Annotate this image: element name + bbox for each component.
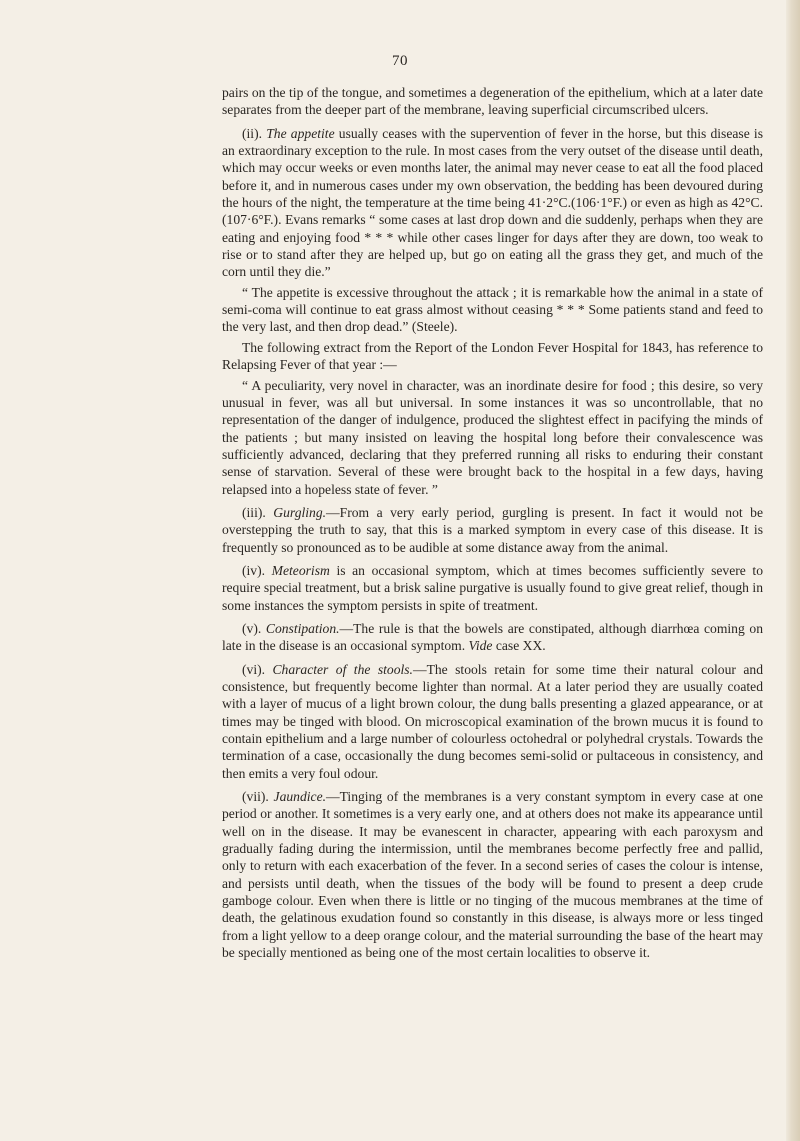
paragraph-meteorism: (iv). Meteorism is an occasional symptom, which at times becomes sufficiently severe to require special treatment, but a brisk saline purgative is usually found to give great relief, though in some instances the symptom persists in spite of treatment. [222, 562, 763, 613]
body-text [222, 84, 763, 962]
section-heading: Jaundice. [273, 789, 327, 805]
paragraph-continuation: pairs on the tip of the tongue, and sometimes a degeneration of the epithelium, which at a later date separates from the deeper part of the membrane, leaving superficial circumscribed ulcers. [222, 85, 763, 118]
paragraph-gurgling: (iii). Gurgling.—From a very early period, gurgling is present. In fact it would not be overstepping the truth to say, that this is a marked symptom in every case of this disease. It is frequently so pronounced as to be audible at some distance away from the animal. [222, 504, 763, 555]
paragraph-stools: (vi). Character of the stools.—The stools retain for some time their natural colour and consistence, but frequently become lighter than normal. At a later period they are usually coated with a layer of mucus of a light brown colour, the dung balls presenting a glazed appearance, or at times may be tinged with blood. On microscopical examination of the brown mucus it is found to contain epithelium and a large number of colourless octohedral or polyhedral crystals. Towards the termination of a case, occasionally the dung becomes semi-solid or pultaceous in consistency, and then emits a very foul odour. [222, 661, 763, 781]
section-heading: Meteorism [271, 562, 330, 578]
section-heading: Constipation. [265, 620, 340, 636]
section-number: (vii). [242, 789, 269, 805]
paragraph-appetite: (ii). The appetite usually ceases with the supervention of fever in the horse, but this disease is an extraordinary exception to the rule. In most cases from the very outset of the disease until death, which may occur weeks or even months later, the animal may never cease to eat all the food placed before it, and in numerous cases under my own observation, the bedding has been devoured during the hours of the night, the temperature at the time being 41·2°C.(106·1°F.) or even as high as 42°C.(107·6°F.). Evans remarks “ some cases at last drop down and die suddenly, perhaps when they are eating and enjoying food * * * while other cases linger for days after they are down, too weak to rise or to stand after they are helped up, but go on eating all the grass they get, and much of the corn until they die.” [222, 125, 763, 280]
section-number: (iii). [242, 504, 266, 520]
vide-reference: Vide [468, 638, 493, 654]
section-number: (ii). [242, 125, 263, 141]
section-heading: The appetite [266, 125, 335, 141]
section-number: (vi). [242, 661, 266, 677]
paragraph-report-intro: The following extract from the Report of the London Fever Hospital for 1843, has reference to Relapsing Fever of that year :— [222, 339, 763, 373]
section-number: (v). [242, 620, 262, 636]
page-number: 70 [392, 53, 408, 69]
section-heading: Character of the stools. [272, 661, 413, 677]
paragraph-jaundice: (vii). Jaundice.—Tinging of the membranes is a very constant symptom in every case at one period or another. It sometimes is a very early one, and at others does not make its appearance until well on in the disease. It may be evanescent in character, appearing with each paroxysm and gradually fading during the intermission, until the membranes become perfectly free and pallid, only to return with each exacerbation of the fever. In a second series of cases the colour is intense, and persists until death, when the tissues of the body will be found to present a deep crude gamboge colour. Even when there is little or no tinging of the mucous membranes at the time of death, the gelatinous exudation found so constantly in this disease, is always more or less tinged from a light yellow to a deep orange colour, and the material surrounding the base of the heart may be specially mentioned as being one of the most certain localities to observe it. [222, 789, 763, 961]
page-edge-shadow [786, 0, 800, 1141]
paragraph-constipation: (v). Constipation.—The rule is that the bowels are constipated, although diarrhœa coming on late in the disease is an occasional symptom. Vide case XX. [222, 620, 763, 654]
paragraph-report-quote: “ A peculiarity, very novel in character, was an inordinate desire for food ; this desire, so very unusual in fever, was all but universal. In some instances it was so uncontrollable, that no representation of the danger of indulgence, produced the slightest effect in pacifying the minds of the patients ; but many insisted on leaving the hospital long before their convalescence was sufficiently advanced, declaring that they preferred running all risks to enduring their constant sense of starvation. Several of these were brought back to the hospital in a few days, having relapsed into a hopeless state of fever. ” [222, 377, 763, 497]
paragraph-steele-quote: “ The appetite is excessive throughout the attack ; it is remarkable how the animal in a state of semi-coma will continue to eat grass almost without ceasing * * * Some patients stand and feed to the very last, and then drop dead.” (Steele). [222, 284, 763, 335]
section-heading: Gurgling. [273, 504, 327, 520]
section-number: (iv). [242, 562, 266, 578]
